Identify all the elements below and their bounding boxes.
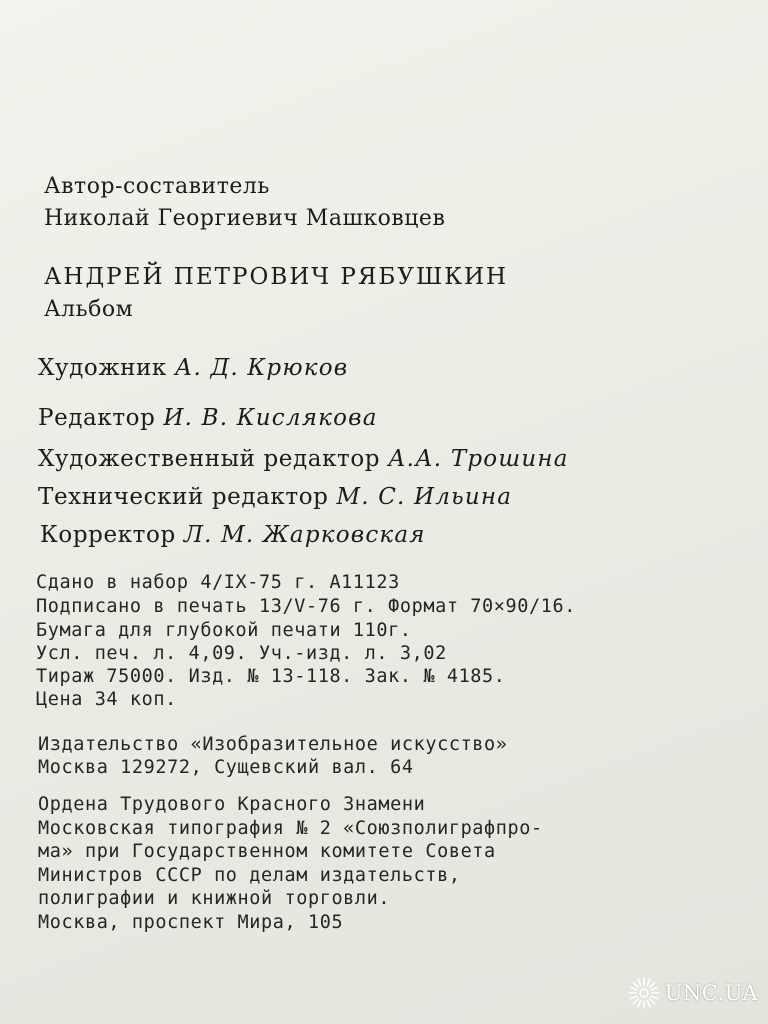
print-info-line: Подписано в печать 13/V-76 г. Формат 70×90/16. xyxy=(36,596,576,617)
credit-person: Л. М. Жарковская xyxy=(183,522,426,548)
credit-person: М. С. Ильина xyxy=(336,484,513,510)
printer-address: Москва, проспект Мира, 105 xyxy=(38,912,344,933)
book-subtitle: Альбом xyxy=(44,297,134,322)
print-info-line: Сдано в набор 4/IX-75 г. А11123 xyxy=(36,572,400,593)
printer-line: Министров СССР по делам издательств, xyxy=(38,865,461,886)
printer-line: Московская типография № 2 «Союзполиграфпро- xyxy=(38,818,543,839)
watermark xyxy=(627,976,758,1010)
credit-person: А. Д. Крюков xyxy=(174,355,349,381)
book-title: АНДРЕЙ ПЕТРОВИЧ РЯБУШКИН xyxy=(44,264,509,290)
watermark-text: UNC.UA xyxy=(664,981,758,1005)
printer-line: ма» при Государственном комитете Совета xyxy=(38,841,496,862)
credit-role: Технический редактор xyxy=(38,484,329,510)
credit-role: Художник xyxy=(38,355,167,381)
publisher-address: Москва 129272, Сущевский вал. 64 xyxy=(38,757,414,778)
credit-role: Корректор xyxy=(40,522,176,548)
author-role: Автор-составитель xyxy=(44,174,270,199)
print-price: Цена 34 коп. xyxy=(36,689,177,710)
credit-technical-editor xyxy=(38,484,512,510)
credit-role: Художественный редактор xyxy=(38,446,381,472)
printer-line: Ордена Трудового Красного Знамени xyxy=(38,794,426,815)
author-name: Николай Георгиевич Машковцев xyxy=(44,206,446,231)
credit-person: И. В. Кислякова xyxy=(163,405,378,431)
credit-editor xyxy=(38,405,378,431)
printer-line: полиграфии и книжной торговли. xyxy=(38,888,391,909)
credit-proofreader xyxy=(40,522,426,548)
credit-art-editor xyxy=(38,446,569,472)
credit-role: Редактор xyxy=(38,405,156,431)
print-info-line: Бумага для глубокой печати 110г. xyxy=(36,620,412,641)
sunburst-logo-icon xyxy=(627,976,661,1010)
publisher-name: Издательство «Изобразительное искусство» xyxy=(38,734,508,755)
print-info-line: Усл. печ. л. 4,09. Уч.-изд. л. 3,02 xyxy=(36,643,447,664)
credit-person: А.А. Трошина xyxy=(388,446,569,472)
print-info-line: Тираж 75000. Изд. № 13-118. Зак. № 4185. xyxy=(36,666,506,687)
credit-artist xyxy=(38,355,348,381)
